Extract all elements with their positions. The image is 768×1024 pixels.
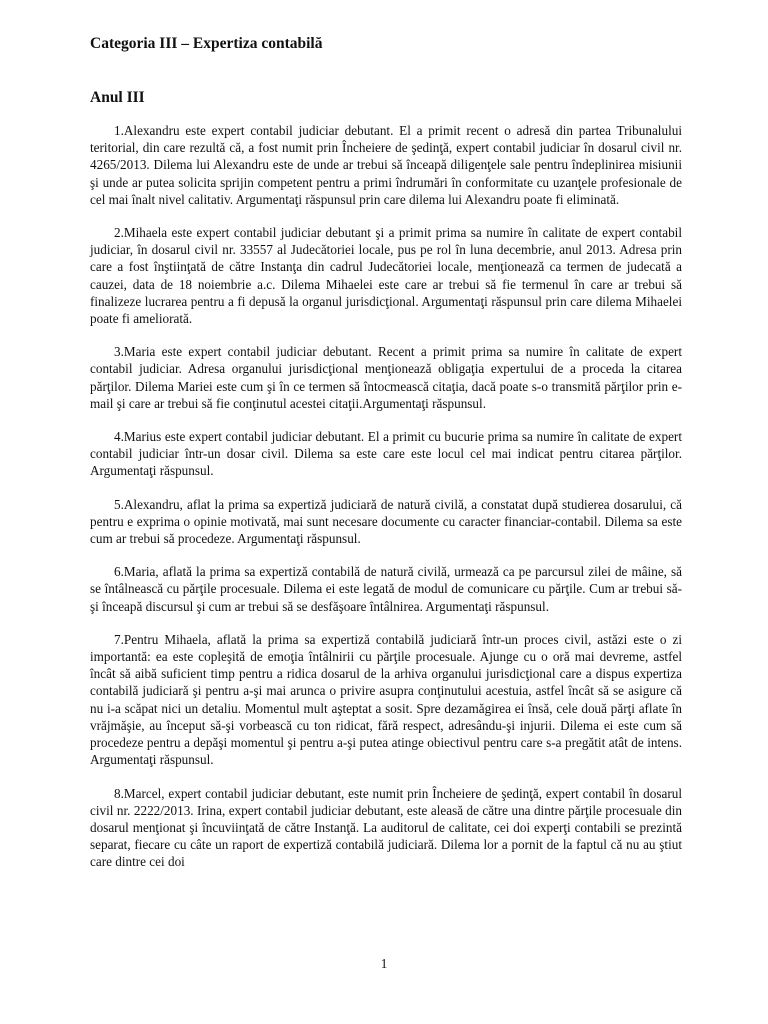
question-7: 7.Pentru Mihaela, aflată la prima sa expertiză contabilă judiciară într-un proces civil, astăzi este o zi importantă: ea este copleşită de emoţia întâlnirii cu părţile procesuale. Ajunge cu o oră mai devreme, astfel încât să aibă suficient timp pentru a ridica dosarul de la arhiva organului jurisdicţional care a dispus expertiza contabilă judiciară şi pentru a-şi mai arunca o privire asupra conţinutului acestuia, astfel încât să se asigure că nu i-a scăpat nici un detaliu. Momentul mult aşteptat a sosit. Spre dezamăgirea ei însă, cele două părţi aflate în vrăjmăşie, au început să-şi vorbească cu ton ridicat, fără respect, adresându-şi injurii. Dilema ei este cum să procedeze pentru a depăşi momentul şi pentru a-şi putea atinge obiectivul pentru care s-a pregătit atât de intens. Argumentaţi răspunsul. [90, 631, 682, 768]
question-5: 5.Alexandru, aflat la prima sa expertiză judiciară de natură civilă, a constatat după studierea dosarului, că pentru e exprima o opinie motivată, mai sunt necesare documente cu caracter financiar-contabil. Dilema sa este cum ar trebui să procedeze. Argumentaţi răspunsul. [90, 496, 682, 547]
question-2: 2.Mihaela este expert contabil judiciar debutant şi a primit prima sa numire în calitate de expert contabil judiciar, în dosarul civil nr. 33557 al Judecătoriei locale, pus pe rol în luna decembrie, anul 2013. Adresa prin care a fost înştiinţată de către Instanţa din cadrul Judecătoriei locale, menţionează ca termen de judecată a cauzei, data de 18 noiembrie a.c. Dilema Mihaelei este care ar trebui să fie termenul în care ar trebui să finalizeze lucrarea pentru a fi depusă la organul jurisdicţional. Argumentaţi răspunsul prin care dilema Mihaelei poate fi ameliorată. [90, 225, 682, 327]
question-3: 3.Maria este expert contabil judiciar debutant. Recent a primit prima sa numire în calitate de expert contabil judiciar. Adresa organului jurisdicţional menţionează obligaţia expertului de a proceda la citarea părţilor. Dilema Mariei este cum şi în ce termen să întocmească citaţia, dacă poate s-o transmită părţilor prin e-mail şi care ar trebui să fie conţinutul acestei citaţii.Argumentaţi răspunsul. [90, 344, 682, 411]
year-title: Anul III [90, 89, 145, 106]
question-8: 8.Marcel, expert contabil judiciar debutant, este numit prin Încheiere de şedinţă, expert contabil în dosarul civil nr. 2222/2013. Irina, expert contabil judiciar debutant, este aleasă de către una dintre părţile procesuale din dosarul menţionat şi încuviinţată de către Instanţă. La auditorul de calitate, cei doi experţi contabili se prezintă separat, fiecare cu câte un raport de expertiză contabilă judiciară. Dilema lor a pornit de la faptul că nu au ştiut care dintre cei doi [90, 785, 682, 870]
question-6: 6.Maria, aflată la prima sa expertiză contabilă de natură civilă, urmează ca pe parcursul zilei de mâine, să se întâlnească cu părţile procesuale. Dilema ei este legată de modul de comunicare cu părţile. Cum ar trebui să-şi înceapă discursul şi cum ar trebui să se desfăşoare întâlnirea. Argumentaţi răspunsul. [90, 564, 682, 614]
document-page [90, 30, 682, 887]
question-4: 4.Marius este expert contabil judiciar debutant. El a primit cu bucurie prima sa numire în calitate de expert contabil judiciar într-un dosar civil. Dilema sa este care este locul cel mai indicat pentru citarea părţilor. Argumentaţi răspunsul. [90, 429, 682, 479]
category-title: Categoria III – Expertiza contabilă [90, 35, 323, 52]
page-number: 1 [380, 956, 388, 971]
question-1: 1.Alexandru este expert contabil judiciar debutant. El a primit recent o adresă din partea Tribunalului teritorial, din care rezultă că, a fost numit prin Încheiere de şedinţă, expert contabil judiciar în dosarul civil nr. 4265/2013. Dilema lui Alexandru este de unde ar trebui să înceapă diligenţele sale pentru îndeplinirea misiunii şi unde ar putea solicita sprijin competent pentru a primi îndrumări în conformitate cu uzanţele profesionale de cel mai înalt nivel calitativ. Argumentaţi răspunsul prin care dilema lui Alexandru poate fi eliminată. [90, 123, 682, 207]
question-list [90, 122, 682, 871]
